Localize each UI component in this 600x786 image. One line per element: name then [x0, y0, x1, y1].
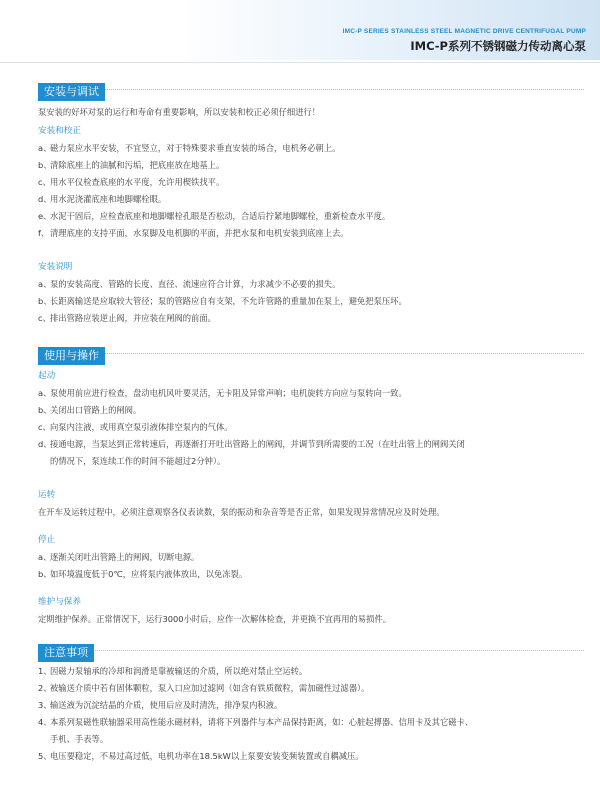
subhead-maintenance: 维护与保养: [38, 597, 81, 607]
list-item: 4、本系列泵磁性联轴器采用高性能永磁材料，请将下列器件与本产品保持距离，如：心脏起搏器、信用卡及其它磁卡、: [38, 717, 474, 727]
list-item: e、水泥干固后，应检查底座和地脚螺栓孔眼是否松动，合适后拧紧地脚螺栓，重新检查水平度。: [38, 211, 391, 221]
maintenance-text: 定期维护保养。正常情况下，运行3000小时后，应作一次解体检查，并更换不宜再用的易损件。: [38, 614, 391, 624]
list-item: c、排出管路应装逆止阀，并应装在闸阀的前面。: [38, 313, 216, 323]
list-item: 2、被输送介质中若有固体颗粒，泵入口应加过滤网（如含有铁质微粒，需加磁性过滤器）。: [38, 683, 370, 693]
cautions-list: [38, 663, 584, 765]
list-item: b、长距离输送是应取较大管径；泵的管路应自有支架，不允许管路的重量加在泵上，避免把泵压坏。: [38, 296, 407, 306]
list-item: 5、电压要稳定，不易过高过低，电机功率在18.5kW以上泵要安装变频装置或自耦减压。: [38, 751, 364, 761]
list-item: f、清理底座的支持平面，水泵脚及电机脚的平面，并把水泵和电机安装到底座上去。: [38, 228, 349, 238]
list-item: 3、输送液为沉淀结晶的介质，使用后应及时清洗，排净泵内积液。: [38, 700, 283, 710]
section-title-install: 安装与调试: [38, 83, 105, 101]
section-title-cautions: 注意事项: [38, 644, 94, 662]
startup-list: [38, 385, 584, 470]
list-item: b、清除底座上的油腻和污垢，把底座放在地基上。: [38, 160, 225, 170]
stop-list: [38, 549, 584, 583]
header-title-en: IMC-P SERIES STAINLESS STEEL MAGNETIC DRIVE CENTRIFUGAL PUMP: [342, 28, 586, 35]
list-item: a、泵的安装高度、管路的长度、直径、流速应符合计算，力求减少不必要的损失。: [38, 279, 341, 289]
subhead-stop: 停止: [38, 535, 56, 545]
list-item: d、接通电源，当泵达到正常转速后，再逐渐打开吐出管路上的闸阀，并调节到所需要的工况（在吐出管上的闸阀关闭: [38, 439, 465, 449]
list-item: 1、因磁力泵轴承的冷却和润滑是靠被输送的介质，所以绝对禁止空运转。: [38, 666, 308, 676]
list-item: a、逐渐关闭吐出管路上的闸阀，切断电源。: [38, 552, 200, 562]
subhead-calibration: 安装和校正: [38, 126, 81, 136]
list-item: a、磁力泵应水平安装，不宜竖立，对于特殊要求垂直安装的场合，电机务必朝上。: [38, 143, 341, 153]
install-notes-list: [38, 276, 584, 327]
section-divider: [38, 89, 584, 90]
list-item: a、泵使用前应进行检查，盘动电机风叶要灵活，无卡阻及异常声响；电机旋转方向应与泵转向一致。: [38, 388, 407, 398]
section-operation-header: [38, 344, 584, 362]
install-intro: 泵安装的好坏对泵的运行和寿命有重要影响，所以安装和校正必须仔细进行！: [38, 107, 321, 117]
section-cautions-header: [38, 641, 584, 659]
list-item: c、向泵内注液，或用真空泵引液体排空泵内的气体。: [38, 422, 233, 432]
running-text: 在开车及运转过程中，必须注意观察各仪表读数，泵的振动和杂音等是否正常，如果发现异常情况应及时处理。: [38, 507, 445, 517]
header-title-cn: IMC-P系列不锈钢磁力传动离心泵: [410, 39, 586, 53]
list-item: c、用水平仪检查底座的水平度，允许用楔铁找平。: [38, 177, 225, 187]
list-item-continuation: 的情况下，泵连续工作的时间不能超过2分钟）。: [50, 456, 226, 466]
list-item-continuation: 手机、手表等。: [50, 734, 109, 744]
subhead-startup: 起动: [38, 371, 56, 381]
subhead-install-notes: 安装说明: [38, 262, 73, 272]
section-title-operation: 使用与操作: [38, 347, 105, 365]
subhead-running: 运转: [38, 490, 56, 500]
section-divider: [38, 650, 584, 651]
list-item: d、用水泥浇灌底座和地脚螺栓眼。: [38, 194, 167, 204]
header-divider: [0, 62, 600, 63]
section-divider: [38, 353, 584, 354]
document-body: [38, 80, 584, 765]
section-install-header: [38, 80, 584, 98]
calibration-list: [38, 140, 584, 242]
list-item: b、关闭出口管路上的闸阀。: [38, 405, 142, 415]
list-item: b、如环境温度低于0℃，应将泵内液体放出，以免冻裂。: [38, 569, 248, 579]
